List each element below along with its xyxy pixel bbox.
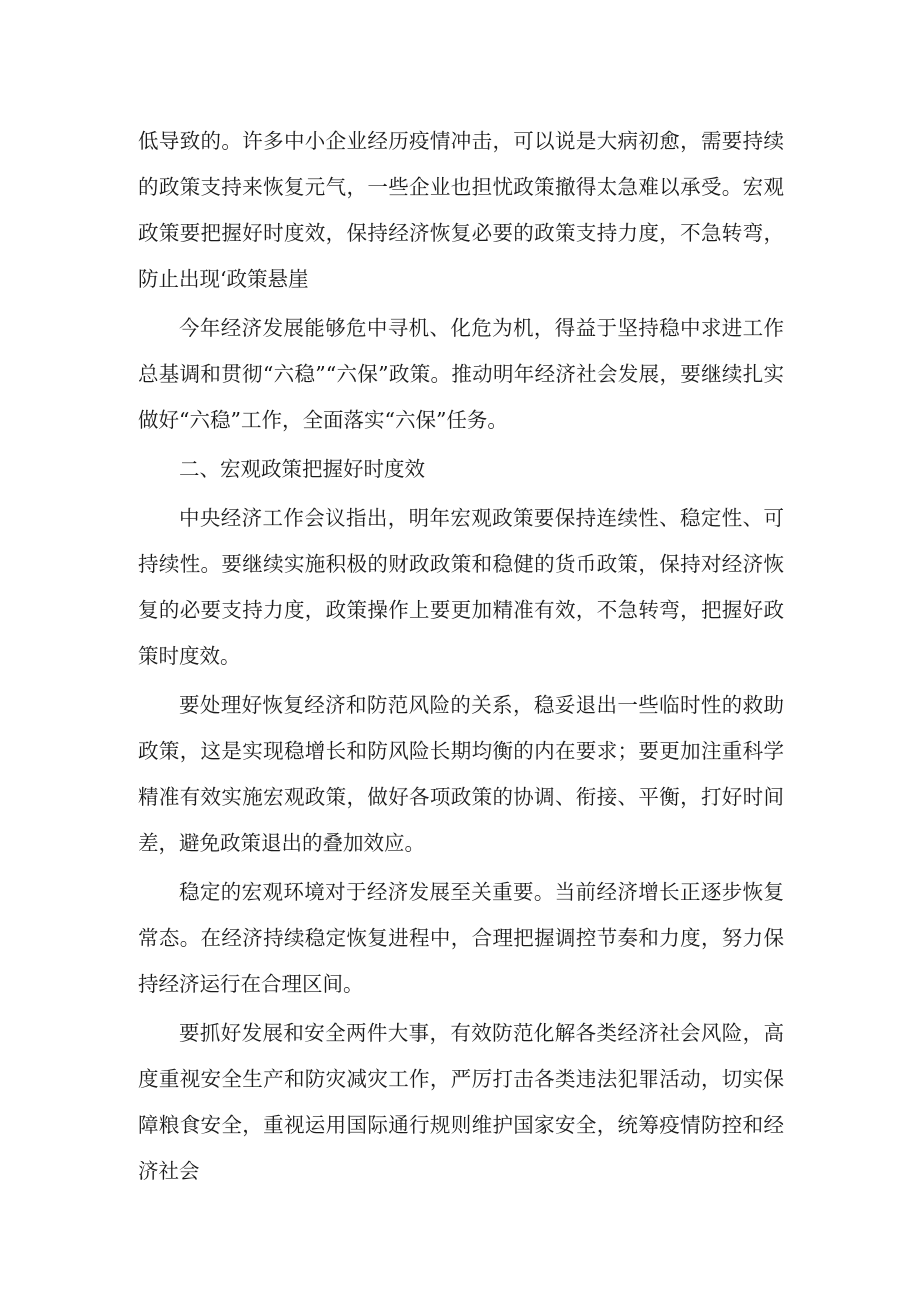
paragraph-conference: 中央经济工作会议指出，明年宏观政策要保持连续性、稳定性、可持续性。要继续实施积极的财政政策和稳健的货币政策，保持对经济恢复的必要支持力度，政策操作上要更加精准有效，不急转弯，把握好政策时度效。	[138, 506, 784, 668]
document-body	[138, 118, 784, 1197]
paragraph-stable-environment: 稳定的宏观环境对于经济发展至关重要。当前经济增长正逐步恢复常态。在经济持续稳定恢复进程中，合理把握调控节奏和力度，努力保持经济运行在合理区间。	[138, 880, 784, 996]
section-heading: 二、宏观政策把握好时度效	[179, 457, 425, 481]
paragraph-continued: 低导致的。许多中小企业经历疫情冲击，可以说是大病初愈，需要持续的政策支持来恢复元气，一些企业也担忧政策撤得太急难以承受。宏观政策要把握好时度效，保持经济恢复必要的政策支持力度，不急转弯，防止出现‘政策悬崖	[138, 129, 784, 291]
paragraph-development-security: 要抓好发展和安全两件大事，有效防范化解各类经济社会风险，高度重视安全生产和防灾减灾工作，严厉打击各类违法犯罪活动，切实保障粮食安全，重视运用国际通行规则维护国家安全，统筹疫情防控和经济社会	[138, 1021, 784, 1183]
paragraph-risk-balance: 要处理好恢复经济和防范风险的关系，稳妥退出一些临时性的救助政策，这是实现稳增长和防风险长期均衡的内在要求；要更加注重科学精准有效实施宏观政策，做好各项政策的协调、衔接、平衡，打好时间差，避免政策退出的叠加效应。	[138, 693, 784, 855]
paragraph-six-stability: 今年经济发展能够危中寻机、化危为机，得益于坚持稳中求进工作总基调和贯彻“六稳”“六保”政策。推动明年经济社会发展，要继续扎实做好“六稳”工作，全面落实“六保”任务。	[138, 316, 784, 432]
